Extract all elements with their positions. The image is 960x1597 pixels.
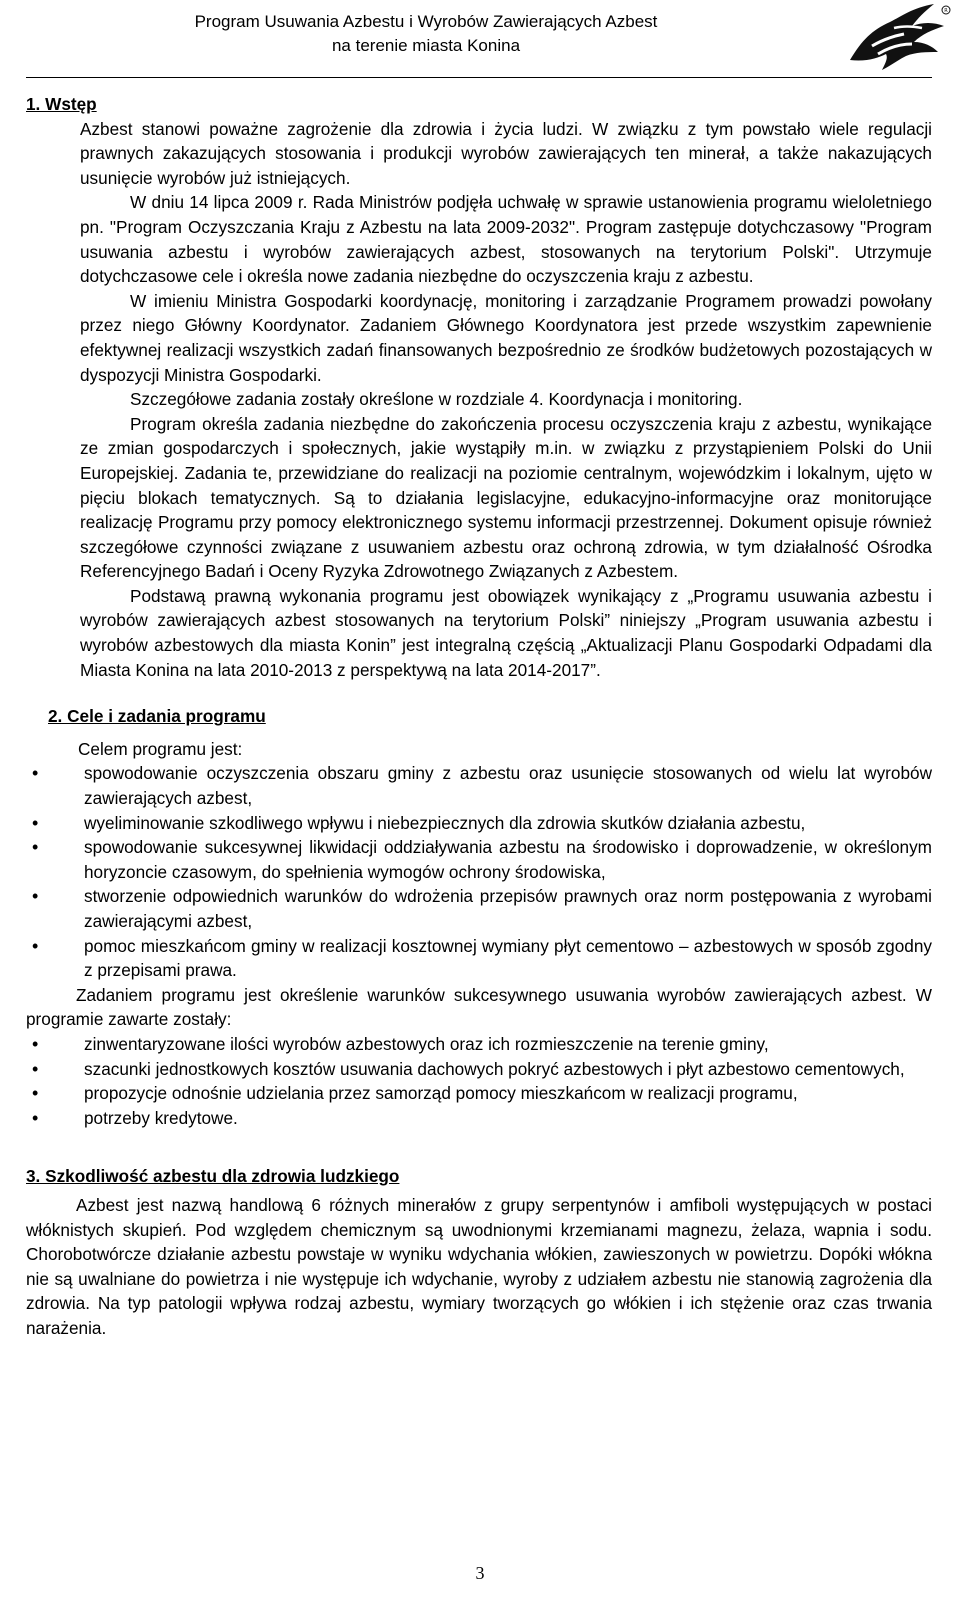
- paragraph: Szczegółowe zadania zostały określone w rozdziale 4. Koordynacja i monitoring.: [130, 389, 743, 410]
- list-item: • potrzeby kredytowe.: [26, 1106, 932, 1131]
- header-divider: [26, 77, 932, 78]
- list-item: • zinwentaryzowane ilości wyrobów azbestowych oraz ich rozmieszczenie na terenie gminy,: [26, 1032, 932, 1057]
- goals-lead: Celem programu jest:: [78, 738, 243, 759]
- list-item: • pomoc mieszkańcom gminy w realizacji kosztownej wymiany płyt cementowo – azbestowych w sposób zgodny z przepisami prawa.: [26, 934, 932, 983]
- contents-list: [26, 1032, 932, 1130]
- goals-list: [26, 761, 932, 982]
- section-2-heading: 2. Cele i zadania programu: [48, 706, 266, 727]
- paragraph: Azbest jest nazwą handlową 6 różnych minerałów z grupy serpentynów i amfiboli występujących w postaci włóknistych skupień. Pod względem chemicznym są uwodnionymi krzemianami magnezu, żelaza, wapnia i sodu. Chorobotwórcze działanie azbestu powstaje w wyniku wdychania włókien, zawieszonych w powietrzu. Dopóki włókna nie są uwalniane do powietrza i nie występuje ich wdychanie, wyroby z udziałem azbestu nie stanowią zagrożenia dla zdrowia. Na typ patologii wpływa rodzaj azbestu, wymiary tworzących go włókien i ich stężenie oraz czas trwania narażenia.: [26, 1194, 932, 1338]
- paragraph: Program określa zadania niezbędne do zakończenia procesu oczyszczenia kraju z azbestu, wynikające ze zmian gospodarczych i społecznych, jakie wystąpiły m.in. w związku z przystąpieniem Polski do Unii Europejskiej. Zadania te, przewidziane do realizacji na poziomie centralnym, wojewódzkim i lokalnym, ujęto w pięciu blokach tematycznych. Są to działania legislacyjne, edukacyjno-informacyjne oraz monitorujące realizację Programu przy pomocy elektronicznego systemu informacji przestrzennej. Dokument opisuje również szczegółowe czynności związane z usuwaniem azbestu oraz ochroną zdrowia, w tym działalność Ośrodka Referencyjnego Badań i Oceny Ryzyka Zdrowotnego Związanych z Azbestem.: [80, 413, 932, 582]
- title-line-2: na terenie miasta Konina: [331, 36, 521, 55]
- svg-text:R: R: [944, 8, 948, 14]
- paragraph: W imieniu Ministra Gospodarki koordynację, monitoring i zarządzanie Programem prowadzi powołany przez niego Główny Koordynator. Zadaniem Głównego Koordynatora jest przede wszystkim zapewnienie efektywnej realizacji wszystkich zadań finansowanych bezpośrednio ze środków budżetowych pozostających w dyspozycji Ministra Gospodarki.: [80, 290, 932, 385]
- list-item: • wyeliminowanie szkodliwego wpływu i niebezpiecznych dla zdrowia skutków działania azbestu,: [26, 811, 932, 836]
- list-item: • propozycje odnośnie udzielania przez samorząd pomocy mieszkańcom w realizacji programu,: [26, 1081, 932, 1106]
- section-1-heading: 1. Wstęp: [26, 94, 97, 114]
- paragraph: Podstawą prawną wykonania programu jest obowiązek wynikający z „Programu usuwania azbestu i wyrobów zawierających azbest stosowanych na terytorium Polski” niniejszy „Program usuwania azbestu i wyrobów azbestowych dla miasta Konin” jest integralną częścią „Aktualizacji Planu Gospodarki Odpadami dla Miasta Konina na lata 2010-2013 z perspektywą na lata 2014-2017”.: [80, 585, 932, 680]
- title-line-1: Program Usuwania Azbestu i Wyrobów Zawierających Azbest: [194, 12, 658, 31]
- page-number: 3: [475, 1563, 485, 1583]
- list-item: • szacunki jednostkowych kosztów usuwania dachowych pokryć azbestowych i płyt azbestowo cementowych,: [26, 1057, 932, 1082]
- document-title: [96, 10, 756, 58]
- document-body: [26, 92, 932, 1341]
- list-item: • spowodowanie oczyszczenia obszaru gminy z azbestu oraz usunięcie stosowanych od wielu lat wyrobów zawierających azbest,: [26, 761, 932, 810]
- paragraph: Azbest stanowi poważne zagrożenie dla zdrowia i życia ludzi. W związku z tym powstało wiele regulacji prawnych zakazujących stosowania i produkcji wyrobów zawierających ten minerał, a także nakazujących usunięcie wyrobów już istniejących.: [80, 118, 932, 188]
- list-item: • stworzenie odpowiednich warunków do wdrożenia przepisów prawnych oraz norm postępowania z wyrobami zawierającymi azbest,: [26, 884, 932, 933]
- paragraph: Zadaniem programu jest określenie warunków sukcesywnego usuwania wyrobów zawierających azbest. W programie zawarte zostały:: [26, 984, 932, 1030]
- section-3-heading: 3. Szkodliwość azbestu dla zdrowia ludzkiego: [26, 1166, 400, 1187]
- paragraph: W dniu 14 lipca 2009 r. Rada Ministrów podjęła uchwałę w sprawie ustanowienia programu wieloletniego pn. "Program Oczyszczania Kraju z Azbestu na lata 2009-2032". Program zastępuje dotychczasowy "Program usuwania azbestu i wyrobów zawierających azbest, stosowanych na terytorium Polski". Utrzymuje dotychczasowe cele i określa nowe zadania niezbędne do oczyszczenia kraju z azbestu.: [80, 192, 932, 287]
- list-item: • spowodowanie sukcesywnej likwidacji oddziaływania azbestu na środowisko i doprowadzenie, w określonym horyzoncie czasowym, do spełnienia wymogów ochrony środowiska,: [26, 835, 932, 884]
- eagle-logo-icon: [842, 0, 952, 72]
